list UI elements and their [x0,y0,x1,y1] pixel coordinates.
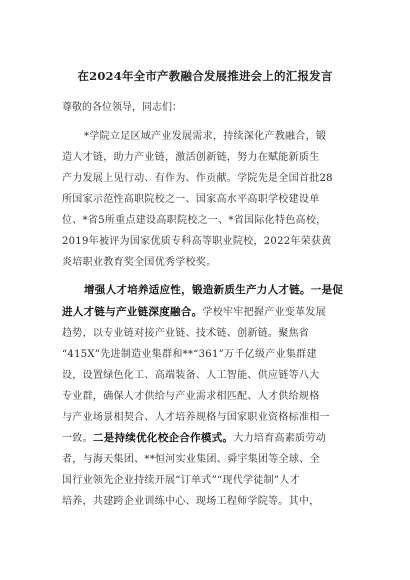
paragraph-2-text: 一致。 [62,433,93,444]
paragraph-2-heading: 增强人才培养适应性，锻造新质生产力人才链。一是促 [84,284,344,296]
salutation: 尊敬的各位领导，同志们： [62,102,182,113]
paragraph-2-line: 国行业领先企业持续开展“订单式”“现代学徒制”人才 [62,475,300,486]
paragraph-2-text: 学校牢牢把握产业变革发展 [202,307,327,318]
paragraph-1-line: 炎培职业教育奖全国优秀学校奖。 [62,257,217,268]
paragraph-2-line: 设，设置绿色化工、高端装备、人工智能、供应链等八大 [62,370,320,381]
paragraph-2-heading-cont: 进人才链与产业链深度融合。 [62,306,203,318]
paragraph-2-line: “415X”先进制造业集群和**“361”万千亿级产业集群建 [62,349,317,360]
paragraph-2-line: 者，与海天集团、**恒河实业集团、舜宇集团等全球、全 [62,454,320,465]
paragraph-2-line [62,429,326,445]
paragraph-1-line: 造人才链，助力产业链，激活创新链，努力在赋能新质生 [62,152,320,163]
paragraph-2-line: 与产业场景相契合、人才培养规格与国家职业资格标准相一 [62,412,330,423]
document-title: 在2024年全市产教融合发展推进会上的汇报发言 [77,69,333,83]
paragraph-1-line: 产力发展上见行动、有作为、作贡献。学院先是全国首批28 [62,173,333,184]
paragraph-1-line: 位、*省5所重点建设高职院校之一、*省国际化特色高校， [62,215,327,226]
paragraph-2-line [62,303,326,319]
paragraph-2-line: 趋势，以专业链对接产业链、技术链、创新链。聚焦省 [62,328,310,339]
paragraph-1-line: 2019年被评为国家优质专科高等职业院校，2022年荣获黄 [62,236,332,247]
paragraph-2-text: 大力培育高素质劳动 [233,433,327,444]
paragraph-2-subheading: 二是持续优化校企合作模式。 [92,432,234,444]
paragraph-2-line: 专业群，确保人才供给与产业需求相匹配、人才供给规格 [62,391,320,402]
paragraph-1-line: 所国家示范性高职院校之一、国家高水平高职学校建设单 [62,194,320,205]
paragraph-2-line: 培养，共建跨企业训练中心、现场工程师学院等。其中， [62,496,320,507]
paragraph-1-line: *学院立足区域产业发展需求，持续深化产教融合，锻 [84,131,327,142]
